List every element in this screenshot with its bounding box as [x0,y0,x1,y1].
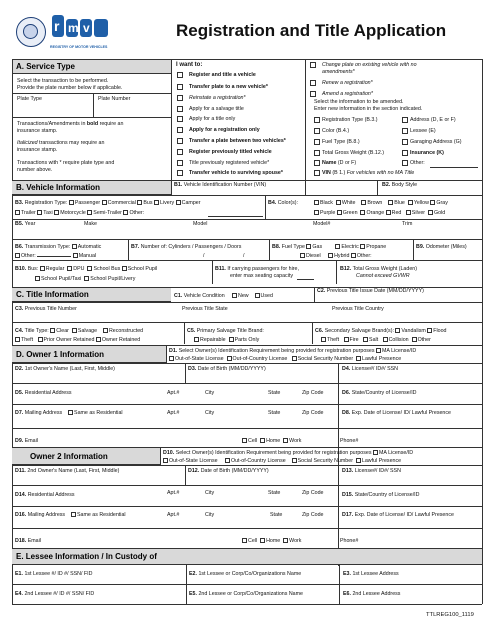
amend-lessee-checkbox[interactable] [402,128,408,134]
amend-color-checkbox[interactable] [314,128,320,134]
amend-garaging-checkbox[interactable] [402,139,408,145]
amend-vin-checkbox[interactable] [314,170,320,176]
section-d-header: D. Owner 1 Information [12,345,166,363]
section-e-header: E. Lessee Information / In Custody of [12,548,482,565]
transfer-plate-two-checkbox[interactable] [177,138,183,144]
amend-fuel-checkbox[interactable] [314,139,320,145]
reinstate-registration-checkbox[interactable] [177,95,183,101]
section-a-header: A. Service Type [12,59,171,74]
amend-registration-checkbox[interactable] [310,91,316,97]
registration-only-checkbox[interactable] [177,127,183,133]
amend-name-checkbox[interactable] [314,160,320,166]
amend-insurance-checkbox[interactable] [402,150,408,156]
surviving-spouse-checkbox[interactable] [177,170,183,176]
owner2-header: Owner 2 Information [12,447,160,465]
amend-weight-checkbox[interactable] [314,150,320,156]
change-plate-checkbox[interactable] [310,62,316,68]
register-title-checkbox[interactable] [177,72,183,78]
title-prev-registered-checkbox[interactable] [177,160,183,166]
salvage-title-checkbox[interactable] [177,106,183,112]
form-number: TTLREG100_1119 [426,612,474,618]
section-c-header: C. Title Information [12,287,171,302]
renew-registration-checkbox[interactable] [310,80,316,86]
transfer-plate-new-checkbox[interactable] [177,84,183,90]
register-prev-titled-checkbox[interactable] [177,149,183,155]
amend-other-checkbox[interactable] [402,160,408,166]
section-b-header: B. Vehicle Information [12,180,171,195]
ma-seal-logo [16,17,46,47]
rmv-tagline: REGISTRY OF MOTOR VEHICLES [50,45,108,49]
amend-reg-type-checkbox[interactable] [314,117,320,123]
title-only-checkbox[interactable] [177,116,183,122]
rmv-logo: r m v [52,15,110,43]
amend-address-checkbox[interactable] [402,117,408,123]
page-title: Registration and Title Application [176,21,447,40]
